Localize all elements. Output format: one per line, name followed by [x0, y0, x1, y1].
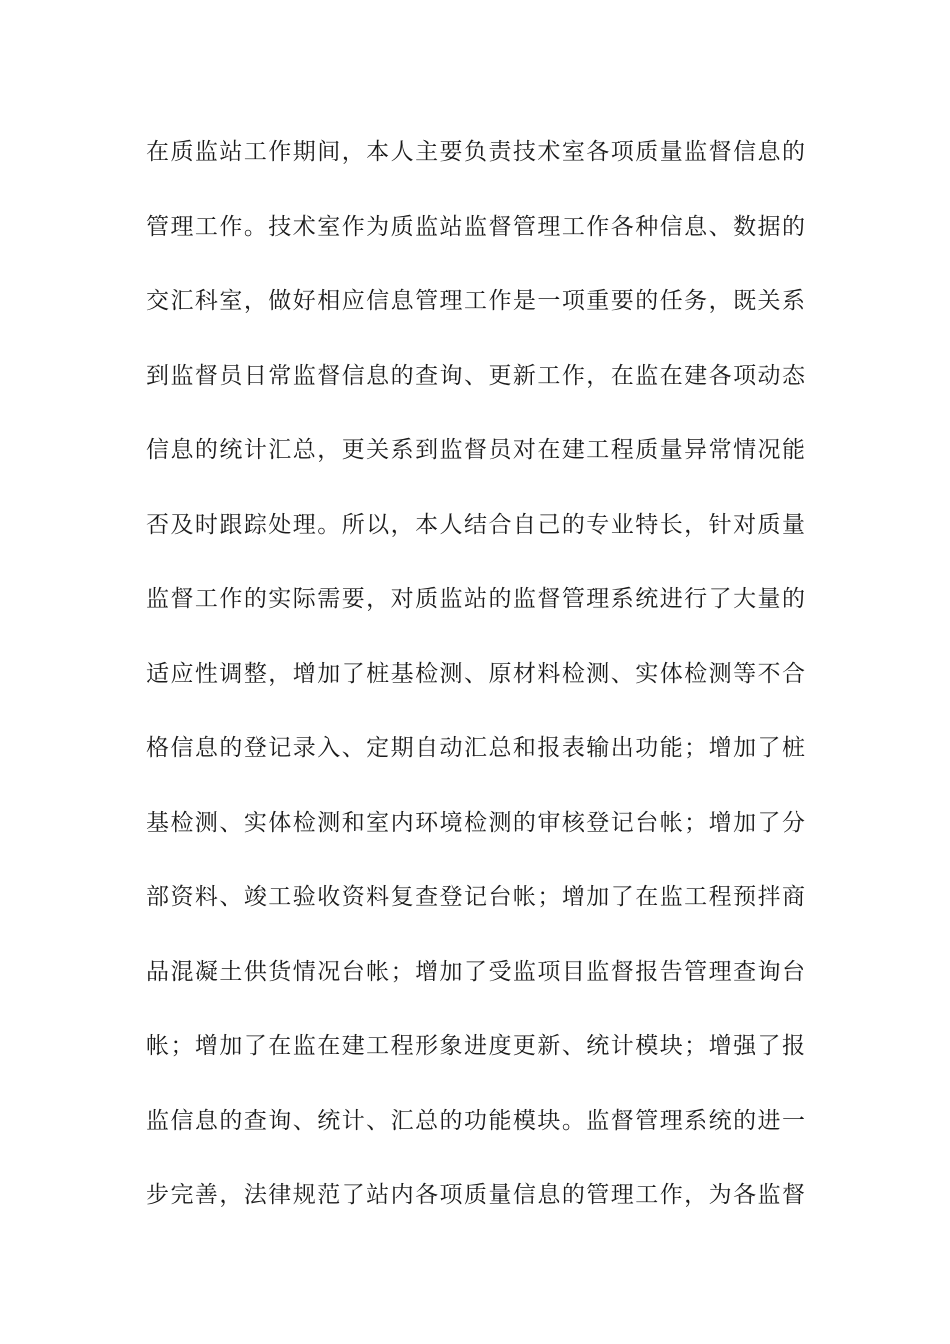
text-line: 格信息的登记录入、定期自动汇总和报表输出功能；增加了桩: [146, 735, 806, 761]
text-line: 管理工作。技术室作为质监站监督管理工作各种信息、数据的: [146, 213, 806, 240]
text-line: 信息的统计汇总，更关系到监督员对在建工程质量异常情况能: [146, 437, 806, 463]
text-line: 否及时跟踪处理。所以，本人结合自己的专业特长，针对质量: [146, 511, 806, 538]
body-paragraph: [146, 128, 806, 1246]
text-line: 步完善，法律规范了站内各项质量信息的管理工作，为各监督: [146, 1182, 806, 1208]
text-line: 帐；增加了在监在建工程形象进度更新、统计模块；增强了报: [146, 1033, 806, 1059]
text-line: 监信息的查询、统计、汇总的功能模块。监督管理系统的进一: [146, 1107, 806, 1134]
text-line: 部资料、竣工验收资料复查登记台帐；增加了在监工程预拌商: [146, 884, 806, 910]
text-line: 在质监站工作期间，本人主要负责技术室各项质量监督信息的: [146, 139, 806, 165]
text-line: 基检测、实体检测和室内环境检测的审核登记台帐；增加了分: [146, 809, 806, 836]
text-line: 适应性调整，增加了桩基检测、原材料检测、实体检测等不合: [146, 660, 806, 687]
text-line: 到监督员日常监督信息的查询、更新工作，在监在建各项动态: [146, 362, 806, 389]
text-line: 品混凝土供货情况台帐；增加了受监项目监督报告管理查询台: [146, 958, 806, 985]
text-line: 交汇科室，做好相应信息管理工作是一项重要的任务，既关系: [146, 288, 806, 314]
text-line: 监督工作的实际需要，对质监站的监督管理系统进行了大量的: [146, 586, 806, 612]
